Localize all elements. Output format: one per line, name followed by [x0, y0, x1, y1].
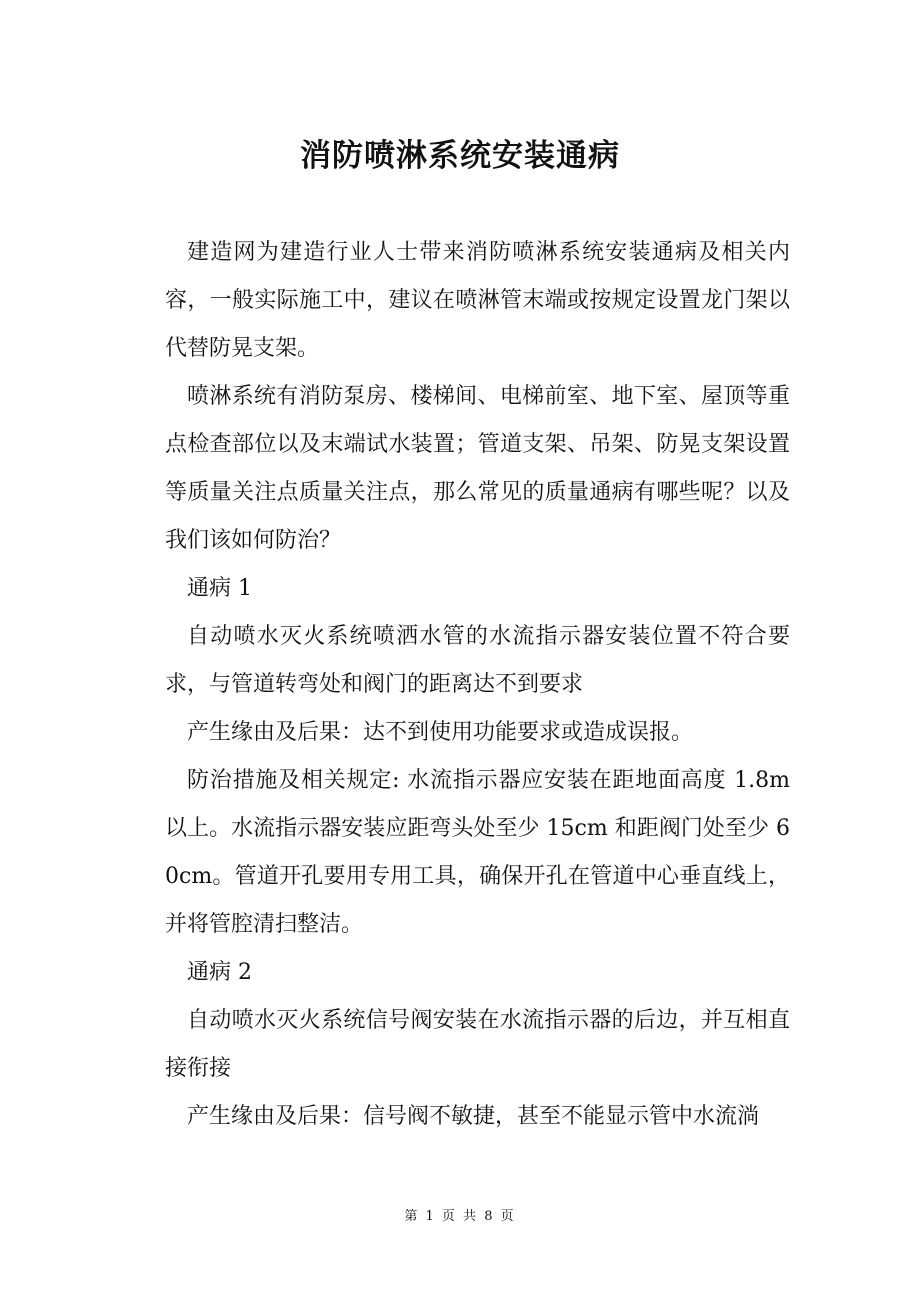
document-title: 消防喷淋系统安装通病	[300, 138, 620, 174]
section-heading-defect-1: 通病 1	[187, 576, 252, 601]
paragraph-defect-2-description: 自动喷水灭火系统信号阀安装在水流指示器的后边，并互相直接衔接	[165, 1008, 790, 1081]
paragraph-defect-1-description: 自动喷水灭火系统喷洒水管的水流指示器安装位置不符合要求，与管道转弯处和阀门的距离达不到要求	[165, 624, 790, 697]
paragraph-defect-1-cause: 产生缘由及后果：达不到使用功能要求或造成误报。	[187, 720, 694, 745]
document-body	[165, 229, 790, 1141]
section-heading-defect-2: 通病 2	[187, 960, 252, 985]
paragraph-defect-2-cause: 产生缘由及后果：信号阀不敏捷，甚至不能显示管中水流淌	[187, 1104, 760, 1129]
paragraph-intro: 建造网为建造行业人士带来消防喷淋系统安装通病及相关内容，一般实际施工中，建议在喷淋管末端或按规定设置龙门架以代替防晃支架。	[165, 240, 790, 361]
paragraph-inspection-points: 喷淋系统有消防泵房、楼梯间、电梯前室、地下室、屋顶等重点检查部位以及末端试水装置；管道支架、吊架、防晃支架设置等质量关注点质量关注点，那么常见的质量通病有哪些呢？以及我们该如何防治？	[165, 384, 790, 553]
page-footer: 第 1 页 共 8 页	[404, 1209, 516, 1224]
paragraph-defect-1-prevention: 防治措施及相关规定: 水流指示器应安装在距地面高度 1.8m 以上。水流指示器安装应距弯头处至少 15cm 和距阀门处至少 60cm。管道开孔要用专用工具，确保开孔在管道中心垂直线上，并将管腔清扫整洁。	[165, 768, 790, 937]
